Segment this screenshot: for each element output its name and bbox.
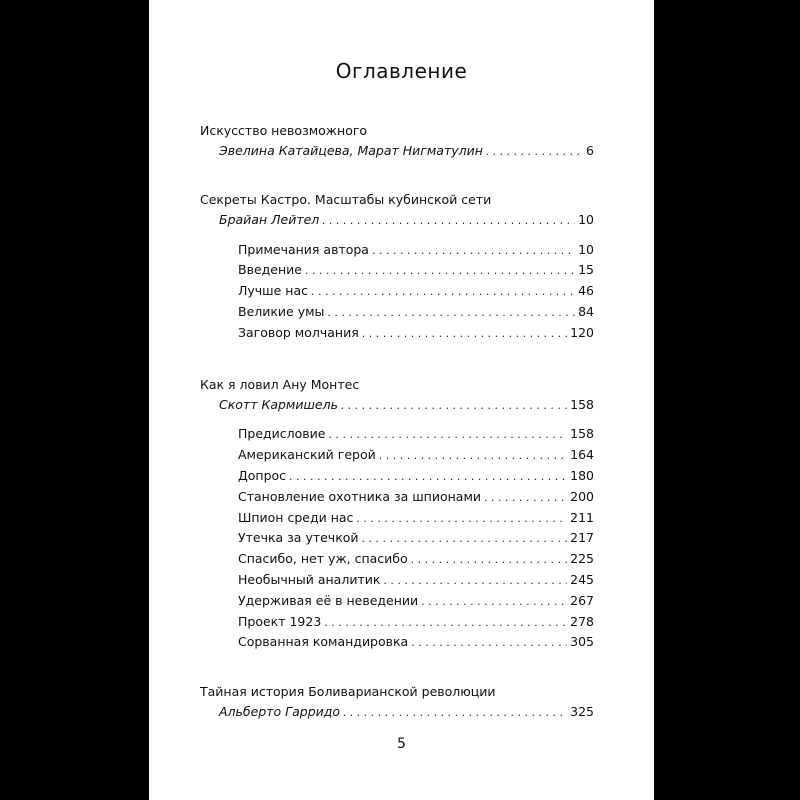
chapter-label: Введение bbox=[238, 262, 302, 278]
chapter-entry[interactable] bbox=[200, 612, 594, 633]
chapter-label: Допрос bbox=[238, 467, 287, 483]
chapter-label: Проект 1923 bbox=[238, 613, 322, 629]
chapter-entry[interactable] bbox=[200, 570, 594, 591]
chapter-label: Шпион среди нас bbox=[238, 509, 354, 525]
dot-leader bbox=[383, 571, 567, 592]
chapter-label: Удерживая её в неведении bbox=[238, 592, 419, 608]
dot-leader bbox=[305, 261, 575, 282]
chapter-list bbox=[200, 240, 594, 344]
dot-leader bbox=[289, 467, 567, 488]
chapter-label: Великие умы bbox=[238, 303, 325, 319]
page-number: 5 bbox=[397, 736, 406, 752]
left-black-border bbox=[0, 0, 149, 800]
dot-leader bbox=[411, 633, 567, 654]
chapter-entry[interactable] bbox=[200, 591, 594, 612]
section-author: Скотт Кармишель bbox=[219, 396, 338, 412]
chapter-entry[interactable] bbox=[200, 281, 594, 302]
chapter-label: Примечания автора bbox=[238, 241, 369, 257]
right-black-border bbox=[654, 0, 800, 800]
chapter-label: Необычный аналитик bbox=[238, 571, 381, 587]
section-title: Искусство невозможного bbox=[200, 123, 368, 138]
chapter-entry[interactable] bbox=[200, 466, 594, 487]
toc-section bbox=[200, 189, 594, 344]
page-ref: 6 bbox=[586, 143, 594, 158]
page-ref: 278 bbox=[570, 613, 594, 629]
page-ref: 84 bbox=[578, 303, 594, 319]
page-ref: 211 bbox=[570, 509, 594, 525]
page-ref: 305 bbox=[570, 634, 594, 650]
section-title: Секреты Кастро. Масштабы кубинской сети bbox=[200, 191, 492, 207]
dot-leader bbox=[343, 703, 567, 724]
dot-leader bbox=[327, 303, 575, 324]
chapter-label: Предисловие bbox=[238, 426, 326, 442]
dot-leader bbox=[486, 142, 583, 163]
chapter-label: Лучше нас bbox=[238, 283, 308, 299]
dot-leader bbox=[411, 550, 567, 571]
dot-leader bbox=[324, 613, 567, 634]
page-ref: 225 bbox=[570, 551, 594, 567]
page-ref: 15 bbox=[578, 262, 594, 278]
page-ref: 120 bbox=[570, 324, 594, 340]
dot-leader bbox=[421, 592, 567, 613]
section-author: Брайан Лейтел bbox=[219, 211, 320, 227]
dot-leader bbox=[356, 509, 567, 530]
toc-section bbox=[200, 681, 594, 723]
dot-leader bbox=[484, 488, 567, 509]
chapter-label: Становление охотника за шпионами bbox=[238, 488, 481, 504]
dot-leader bbox=[379, 446, 567, 467]
chapter-entry[interactable] bbox=[200, 323, 594, 344]
chapter-entry[interactable] bbox=[200, 487, 594, 508]
chapter-entry[interactable] bbox=[200, 508, 594, 529]
section-author: Эвелина Катайцева, Марат Нигматулин bbox=[219, 143, 483, 158]
section-author-row[interactable] bbox=[200, 210, 594, 231]
section-author-row[interactable] bbox=[200, 702, 594, 723]
chapter-entry[interactable] bbox=[200, 302, 594, 323]
section-author-row[interactable] bbox=[200, 395, 594, 416]
page-ref: 158 bbox=[570, 396, 594, 412]
section-author-row[interactable] bbox=[200, 141, 594, 162]
dot-leader bbox=[328, 425, 567, 446]
page-ref: 200 bbox=[570, 488, 594, 504]
chapter-label: Заговор молчания bbox=[238, 324, 359, 340]
table-of-contents bbox=[200, 120, 594, 750]
chapter-list bbox=[200, 424, 594, 653]
page-ref: 217 bbox=[570, 530, 594, 546]
page-ref: 46 bbox=[578, 283, 594, 299]
section-title: Как я ловил Ану Монтес bbox=[200, 376, 360, 392]
page-ref: 245 bbox=[570, 571, 594, 587]
page-ref: 10 bbox=[578, 211, 594, 227]
page-ref: 180 bbox=[570, 467, 594, 483]
dot-leader bbox=[372, 241, 575, 262]
chapter-entry[interactable] bbox=[200, 528, 594, 549]
chapter-entry[interactable] bbox=[200, 424, 594, 445]
chapter-label: Утечка за утечкой bbox=[238, 530, 359, 546]
section-author: Альберто Гарридо bbox=[219, 704, 341, 720]
chapter-entry[interactable] bbox=[200, 632, 594, 653]
toc-section bbox=[200, 120, 594, 162]
chapter-label: Спасибо, нет уж, спасибо bbox=[238, 551, 408, 567]
dot-leader bbox=[362, 529, 568, 550]
dot-leader bbox=[362, 324, 567, 345]
page-ref: 10 bbox=[578, 241, 594, 257]
page-ref: 164 bbox=[570, 447, 594, 463]
toc-section bbox=[200, 374, 594, 654]
chapter-label: Американский герой bbox=[238, 447, 376, 463]
dot-leader bbox=[341, 396, 567, 417]
page-ref: 325 bbox=[570, 704, 594, 720]
chapter-entry[interactable] bbox=[200, 260, 594, 281]
page-ref: 267 bbox=[570, 592, 594, 608]
page-ref: 158 bbox=[570, 426, 594, 442]
dot-leader bbox=[311, 282, 575, 303]
chapter-entry[interactable] bbox=[200, 549, 594, 570]
chapter-label: Сорванная командировка bbox=[238, 634, 409, 650]
toc-title: Оглавление bbox=[335, 59, 468, 83]
section-title: Тайная история Боливарианской революции bbox=[200, 684, 496, 700]
chapter-entry[interactable] bbox=[200, 445, 594, 466]
book-page bbox=[149, 0, 654, 800]
dot-leader bbox=[322, 211, 575, 232]
chapter-entry[interactable] bbox=[200, 240, 594, 261]
